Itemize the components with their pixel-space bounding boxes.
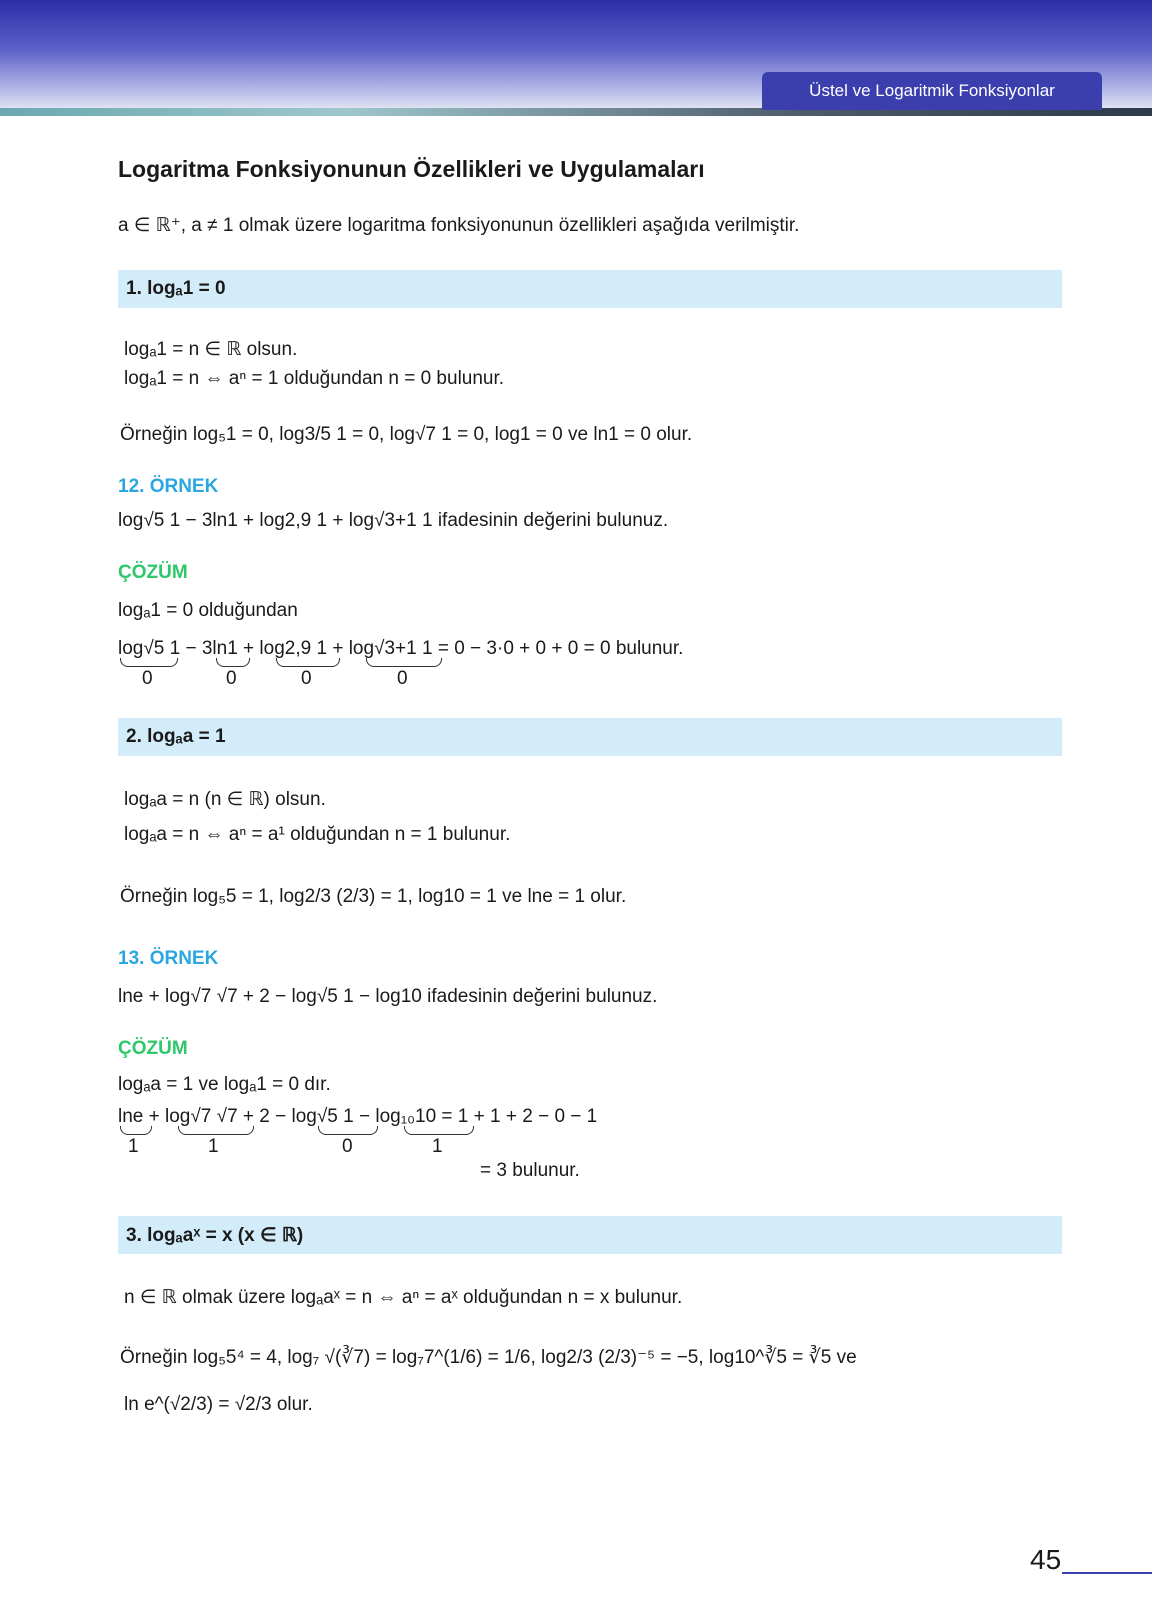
p2-example: Örneğin log₅5 = 1, log2/3 (2/3) = 1, log10 = 1 ve lne = 1 olur. (120, 886, 627, 907)
underbrace (216, 658, 250, 667)
solution-13-label: ÇÖZÜM (118, 1038, 188, 1059)
underbrace (120, 1126, 152, 1135)
property-3-box (118, 1216, 1062, 1254)
page-number-rule (1062, 1572, 1152, 1574)
underbrace-value: 0 (397, 668, 408, 689)
p3-example-1: Örneğin log₅5⁴ = 4, log₇ √(∛7) = log₇7^(1/6) = 1/6, log2/3 (2/3)⁻⁵ = −5, log10^∛5 = ∛5 ve (120, 1347, 857, 1368)
example-13-question: lne + log√7 √7 + 2 − log√5 1 − log10 ifadesinin değerini bulunuz. (118, 986, 658, 1007)
p1-line-1: logₐ1 = n ∈ ℝ olsun. (124, 339, 298, 360)
underbrace-value: 0 (226, 668, 237, 689)
solution-12-line-1: logₐ1 = 0 olduğundan (118, 600, 298, 621)
property-2-box (118, 718, 1062, 756)
chapter-tab: Üstel ve Logaritmik Fonksiyonlar (762, 72, 1102, 110)
underbrace-value: 0 (301, 668, 312, 689)
solution-12-label: ÇÖZÜM (118, 562, 188, 583)
underbrace (318, 1126, 378, 1135)
underbrace (178, 1126, 254, 1135)
solution-13-line-1: logₐa = 1 ve logₐ1 = 0 dır. (118, 1074, 331, 1095)
underbrace-value: 1 (208, 1136, 219, 1157)
page-title: Logaritma Fonksiyonunun Özellikleri ve Uygulamaları (118, 156, 705, 182)
p3-line-1: n ∈ ℝ olmak üzere logₐaˣ = n ⇔ aⁿ = aˣ olduğundan n = x bulunur. (124, 1287, 683, 1308)
underbrace (366, 658, 442, 667)
underbrace (404, 1126, 474, 1135)
solution-12-line-2: log√5 1 − 3ln1 + log2,9 1 + log√3+1 1 = 0 − 3·0 + 0 + 0 = 0 bulunur. (118, 638, 684, 659)
property-1-box (118, 270, 1062, 308)
underbrace-value: 1 (432, 1136, 443, 1157)
underbrace (276, 658, 340, 667)
property-1-formula: 1. logₐ1 = 0 (126, 278, 226, 299)
property-3-formula: 3. logₐaˣ = x (x ∈ ℝ) (126, 1225, 304, 1246)
underbrace-value: 0 (342, 1136, 353, 1157)
example-12-question: log√5 1 − 3ln1 + log2,9 1 + log√3+1 1 ifadesinin değerini bulunuz. (118, 510, 669, 531)
page-number: 45 (1030, 1544, 1062, 1575)
example-12-label: 12. ÖRNEK (118, 476, 219, 497)
p3-example-2: ln e^(√2/3) = √2/3 olur. (124, 1394, 313, 1415)
p1-line-2: logₐ1 = n ⇔ aⁿ = 1 olduğundan n = 0 bulunur. (124, 368, 505, 389)
p2-line-2: logₐa = n ⇔ aⁿ = a¹ olduğundan n = 1 bulunur. (124, 824, 511, 845)
example-13-label: 13. ÖRNEK (118, 948, 219, 969)
p1-example: Örneğin log₅1 = 0, log3/5 1 = 0, log√7 1 = 0, log1 = 0 ve ln1 = 0 olur. (120, 424, 693, 445)
p2-line-1: logₐa = n (n ∈ ℝ) olsun. (124, 789, 326, 810)
solution-13-result: = 3 bulunur. (480, 1160, 580, 1181)
solution-13-line-2: lne + log√7 √7 + 2 − log√5 1 − log₁₀10 = 1 + 1 + 2 − 0 − 1 (118, 1106, 598, 1127)
underbrace (120, 658, 178, 667)
property-2-formula: 2. logₐa = 1 (126, 726, 226, 747)
underbrace-value: 1 (128, 1136, 139, 1157)
intro-text: a ∈ ℝ⁺, a ≠ 1 olmak üzere logaritma fonksiyonunun özellikleri aşağıda verilmiştir. (118, 215, 800, 236)
underbrace-value: 0 (142, 668, 153, 689)
